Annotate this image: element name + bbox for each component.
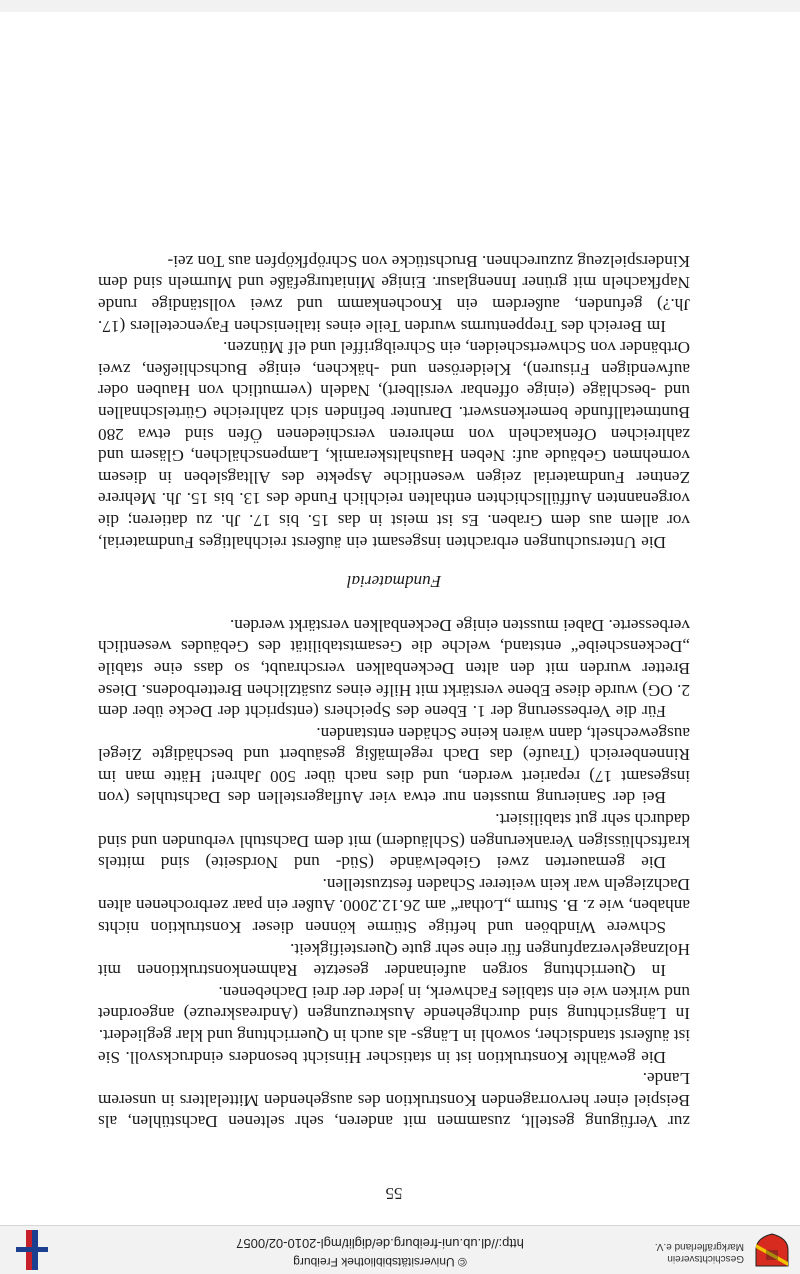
society-name xyxy=(584,1240,744,1264)
paragraph: Bei der Sanierung mussten nur etwa vier Auflagerstellen des Dachstuhles (von insgesamt 17) repariert werden, und dies nach über 500 Jahren! Hätte man im Rinnenbereich (Traufe) das Dach regelmäßig gesäubert und beschädigte Ziegel ausgewechselt, dann wären keine Schäden entstanden. xyxy=(98,723,690,808)
blue-red-cross-logo-icon xyxy=(12,1230,52,1270)
coat-of-arms-icon xyxy=(752,1232,792,1268)
paragraph: zur Verfügung gestellt, zusammen mit anderen, sehr seltenen Dachstühlen, als Beispiel einer hervorragenden Konstruktion des ausgehenden Mittelalters in unserem Lande. xyxy=(98,1069,690,1132)
viewer-header xyxy=(0,1225,800,1274)
paragraph: Die gemauerten zwei Giebelwände (Süd- und Nordseite) sind mittels kraftschlüssigen Verankerungen (Schläudern) mit dem Dachstuhl verbunden und sind dadurch sehr gut stabilisiert. xyxy=(98,810,690,873)
paragraph: Die Untersuchungen erbrachten insgesamt ein äußerst reichhaltiges Fundmaterial, vor allem aus dem Graben. Es ist meist in das 15. bis 17. Jh. zu datieren; die vorgenannten Auffüllschichten enthalten reichlich Funde des 13. bis 15. Jh. Mehrere Zentner Fundmaterial zeigen wesentliche Aspekte des Alltagsleben in diesem vornehmen Gebäude auf: Neben Haushaltskeramik, Lampenschälchen, Gläsern und zahlreichen Ofenkacheln von mehreren verschiedenen Öfen sind etwa 280 Buntmetallfunde bemerkenswert. Darunter befinden sich zahlreiche Gürtelschnallen und -beschläge (einige offenbar versilbert), Nadeln (vermutlich von Hauben oder aufwendigen Frisuren), Kleiderösen und -häkchen, einige Buchschließen, zwei Ortbänder von Schwertscheiden, ein Schreibgriffel und elf Münzen. xyxy=(98,338,690,552)
society-line-2: Markgräflerland e.V. xyxy=(654,1241,744,1252)
paragraph: Für die Verbesserung der 1. Ebene des Speichers (entspricht der Decke über dem 2. OG) wurde diese Ebene verstärkt mit Hilfe eines zusätzlichen Bretterbodens. Diese Bretter wurden mit den alten Deckenbalken verschraubt, so dass eine stabile „Deckenscheibe“ entstand, welche die Gesamtstabilität des Gebäudes wesentlich verbesserte. Dabei mussten einige Deckenbalken verstärkt werden. xyxy=(98,615,690,722)
paragraph: Im Bereich des Treppenturms wurden Teile eines italienischen Fayencetellers (17. Jh.?) gefunden, außerdem ein Knochenkamm und zwei vollständige runde Napfkacheln mit grüner Innenglasur. Einige Miniaturgefäße und Murmeln sind dem Kinderspielzeug zuzurechnen. Bruchstücke von Schröpfköpfen aus Ton zei- xyxy=(98,251,690,336)
viewer-footer xyxy=(0,0,800,12)
header-center xyxy=(200,1234,560,1270)
document-url[interactable]: http://dl.ub.uni-freiburg.de/diglit/mgl-2010-02/0057 xyxy=(236,1236,524,1251)
paragraph: In Querrichtung sorgen aufeinander gesetzte Rahmenkonstruktionen mit Holznagelverzapfungen für eine sehr gute Quersteifigkeit. xyxy=(98,939,690,981)
paragraph: In Längsrichtung sind durchgehende Auskreuzungen (Andreaskreuze) angeordnet und wirken wie ein stabiles Fachwerk, in jeder der drei Dachebenen. xyxy=(98,982,690,1024)
society-line-1: Geschichtsverein xyxy=(667,1253,744,1264)
paragraph: Schwere Windböen und heftige Stürme können dieser Konstruktion nichts anhaben, wie z. B. Sturm „Lothar“ am 26.12.2000. Außer ein paar zerbrochenen alten Dachziegeln war kein weiterer Schaden festzustellen. xyxy=(98,874,690,938)
page-content xyxy=(98,250,690,1204)
page-number: 55 xyxy=(385,1184,403,1203)
paragraph: Die gewählte Konstruktion ist in statischer Hinsicht besonders eindrucksvoll. Sie ist äußerst standsicher, sowohl in Längs- als auch in Querrichtung und klar gegliedert. xyxy=(98,1026,690,1067)
section-heading: Fundmaterial xyxy=(346,572,442,592)
copyright-text: © Universitätsbibliothek Freiburg xyxy=(293,1255,467,1269)
